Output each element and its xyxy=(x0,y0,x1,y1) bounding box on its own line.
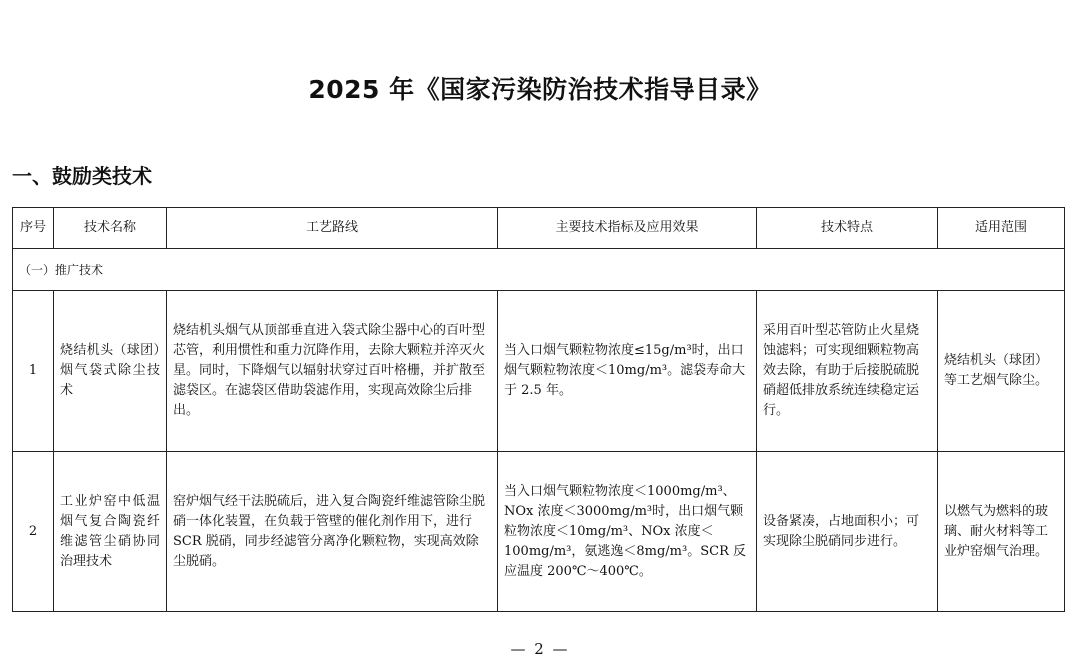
header-process-route: 工艺路线 xyxy=(167,208,498,249)
header-tech-name: 技术名称 xyxy=(54,208,167,249)
row-tech-name: 工业炉窑中低温烟气复合陶瓷纤维滤管尘硝协同治理技术 xyxy=(54,452,167,612)
row-serial: 2 xyxy=(13,452,54,612)
header-features: 技术特点 xyxy=(757,208,938,249)
row-indicators: 当入口烟气颗粒物浓度＜1000mg/m³、NOx 浓度＜3000mg/m³时，出口烟气颗粒物浓度＜10mg/m³、NOx 浓度＜100mg/m³，氨逃逸＜8mg/m³。SCR 反应温度 200℃～400℃。 xyxy=(498,452,757,612)
technology-table xyxy=(12,207,1065,612)
row-scope: 烧结机头（球团）等工艺烟气除尘。 xyxy=(938,291,1065,452)
document-title: 2025 年《国家污染防治技术指导目录》 xyxy=(308,75,772,104)
table-header-row xyxy=(13,208,1065,249)
row-features: 采用百叶型芯管防止火星烧蚀滤料；可实现细颗粒物高效去除，有助于后接脱硫脱硝超低排放系统连续稳定运行。 xyxy=(757,291,938,452)
group-row xyxy=(13,249,1065,291)
row-indicators: 当入口烟气颗粒物浓度≤15g/m³时，出口烟气颗粒物浓度＜10mg/m³。滤袋寿命大于 2.5 年。 xyxy=(498,291,757,452)
row-features: 设备紧凑，占地面积小；可实现除尘脱硝同步进行。 xyxy=(757,452,938,612)
row-serial: 1 xyxy=(13,291,54,452)
table-row xyxy=(13,452,1065,612)
row-tech-name: 烧结机头（球团）烟气袋式除尘技术 xyxy=(54,291,167,452)
row-process-route: 烧结机头烟气从顶部垂直进入袋式除尘器中心的百叶型芯管，利用惯性和重力沉降作用，去除大颗粒并淬灭火星。同时，下降烟气以辐射状穿过百叶格栅，并扩散至滤袋区。在滤袋区借助袋滤作用，实现高效除尘后排出。 xyxy=(167,291,498,452)
section-heading: 一、鼓励类技术 xyxy=(12,164,152,188)
page-number: — 2 — xyxy=(510,640,570,658)
header-serial: 序号 xyxy=(13,208,54,249)
header-scope: 适用范围 xyxy=(938,208,1065,249)
row-process-route: 窑炉烟气经干法脱硫后，进入复合陶瓷纤维滤管除尘脱硝一体化装置，在负载于管壁的催化剂作用下，进行 SCR 脱硝，同步经滤管分离净化颗粒物，实现高效除尘脱硝。 xyxy=(167,452,498,612)
row-scope: 以燃气为燃料的玻璃、耐火材料等工业炉窑烟气治理。 xyxy=(938,452,1065,612)
table-row xyxy=(13,291,1065,452)
group-label: （一）推广技术 xyxy=(13,249,1065,291)
header-indicators: 主要技术指标及应用效果 xyxy=(498,208,757,249)
